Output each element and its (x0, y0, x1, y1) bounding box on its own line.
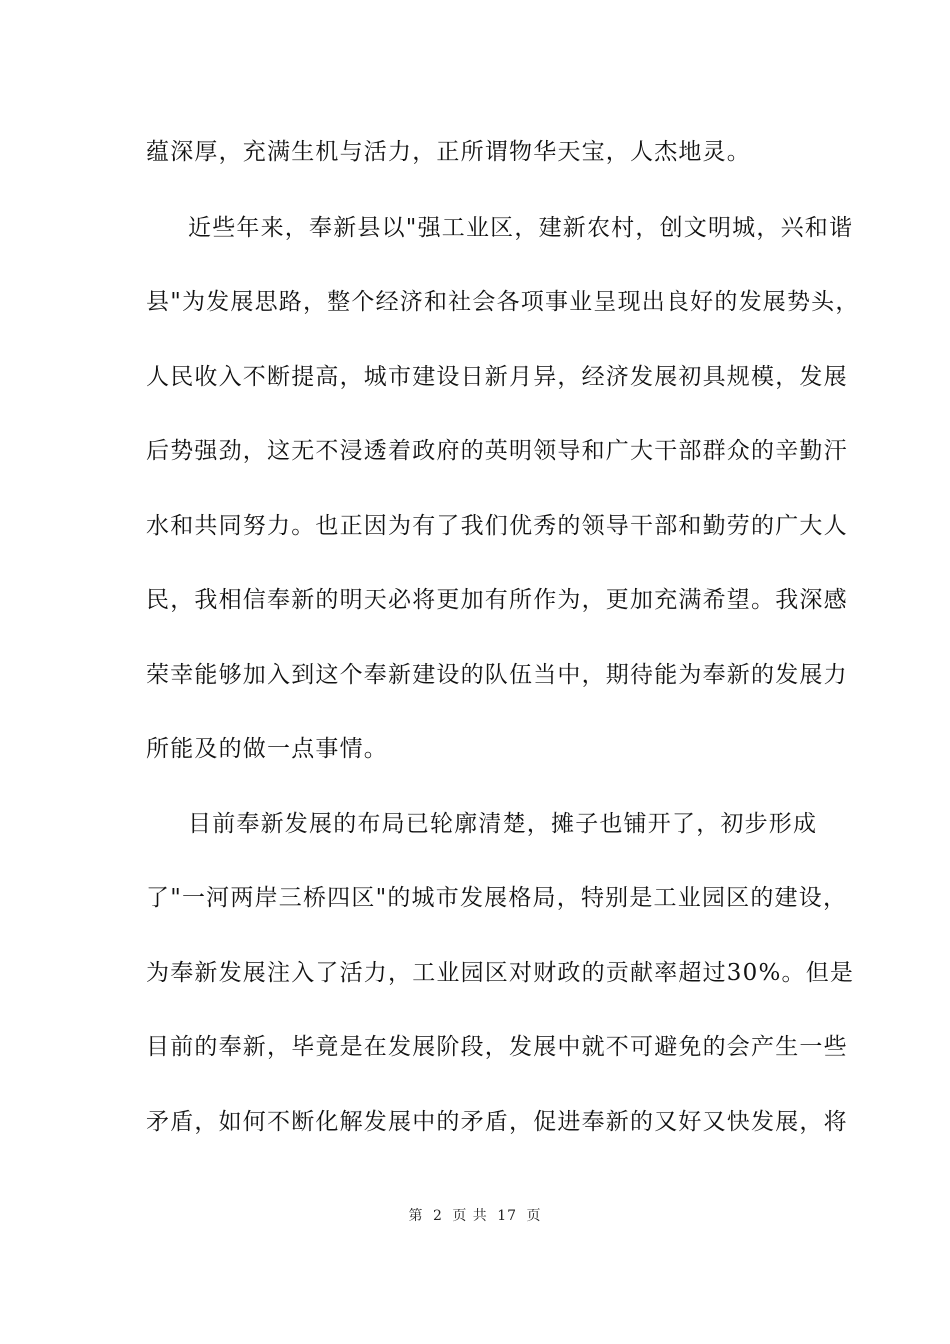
text-line-5: 后势强劲，这无不浸透着政府的英明领导和广大干部群众的辛勤汗 (146, 438, 848, 464)
text-line-3: 县"为发展思路，整个经济和社会各项事业呈现出良好的发展势头， (146, 289, 860, 315)
text-line-4: 人民收入不断提高，城市建设日新月异，经济发展初具规模，发展 (146, 364, 848, 390)
footer-middle: 页 共 (452, 1208, 488, 1224)
text-line-8: 荣幸能够加入到这个奉新建设的队伍当中，期待能为奉新的发展力 (146, 662, 848, 688)
footer-suffix: 页 (526, 1208, 542, 1224)
footer-current-page: 2 (432, 1208, 443, 1224)
text-line-7: 民，我相信奉新的明天必将更加有所作为，更加充满希望。我深感 (146, 587, 848, 613)
text-line-11: 了"一河两岸三桥四区"的城市发展格局，特别是工业园区的建设， (146, 885, 848, 911)
text-line-6: 水和共同努力。也正因为有了我们优秀的领导干部和勤劳的广大人 (146, 513, 848, 539)
footer-total-pages: 17 (497, 1208, 518, 1224)
footer-prefix: 第 (408, 1208, 424, 1224)
text-line-14: 矛盾，如何不断化解发展中的矛盾，促进奉新的又好又快发展，将 (146, 1109, 848, 1135)
text-line-10: 目前奉新发展的布局已轮廓清楚，摊子也铺开了，初步形成 (188, 811, 818, 837)
text-line-12: 为奉新发展注入了活力，工业园区对财政的贡献率超过30%。但是 (146, 960, 855, 986)
text-line-9: 所能及的做一点事情。 (146, 736, 388, 762)
text-line-1: 蕴深厚，充满生机与活力，正所谓物华天宝，人杰地灵。 (146, 139, 751, 165)
text-line-2: 近些年来，奉新县以"强工业区，建新农村，创文明城，兴和谐 (188, 215, 854, 241)
text-line-13: 目前的奉新，毕竟是在发展阶段，发展中就不可避免的会产生一些 (146, 1034, 848, 1060)
page-footer (0, 1206, 950, 1226)
